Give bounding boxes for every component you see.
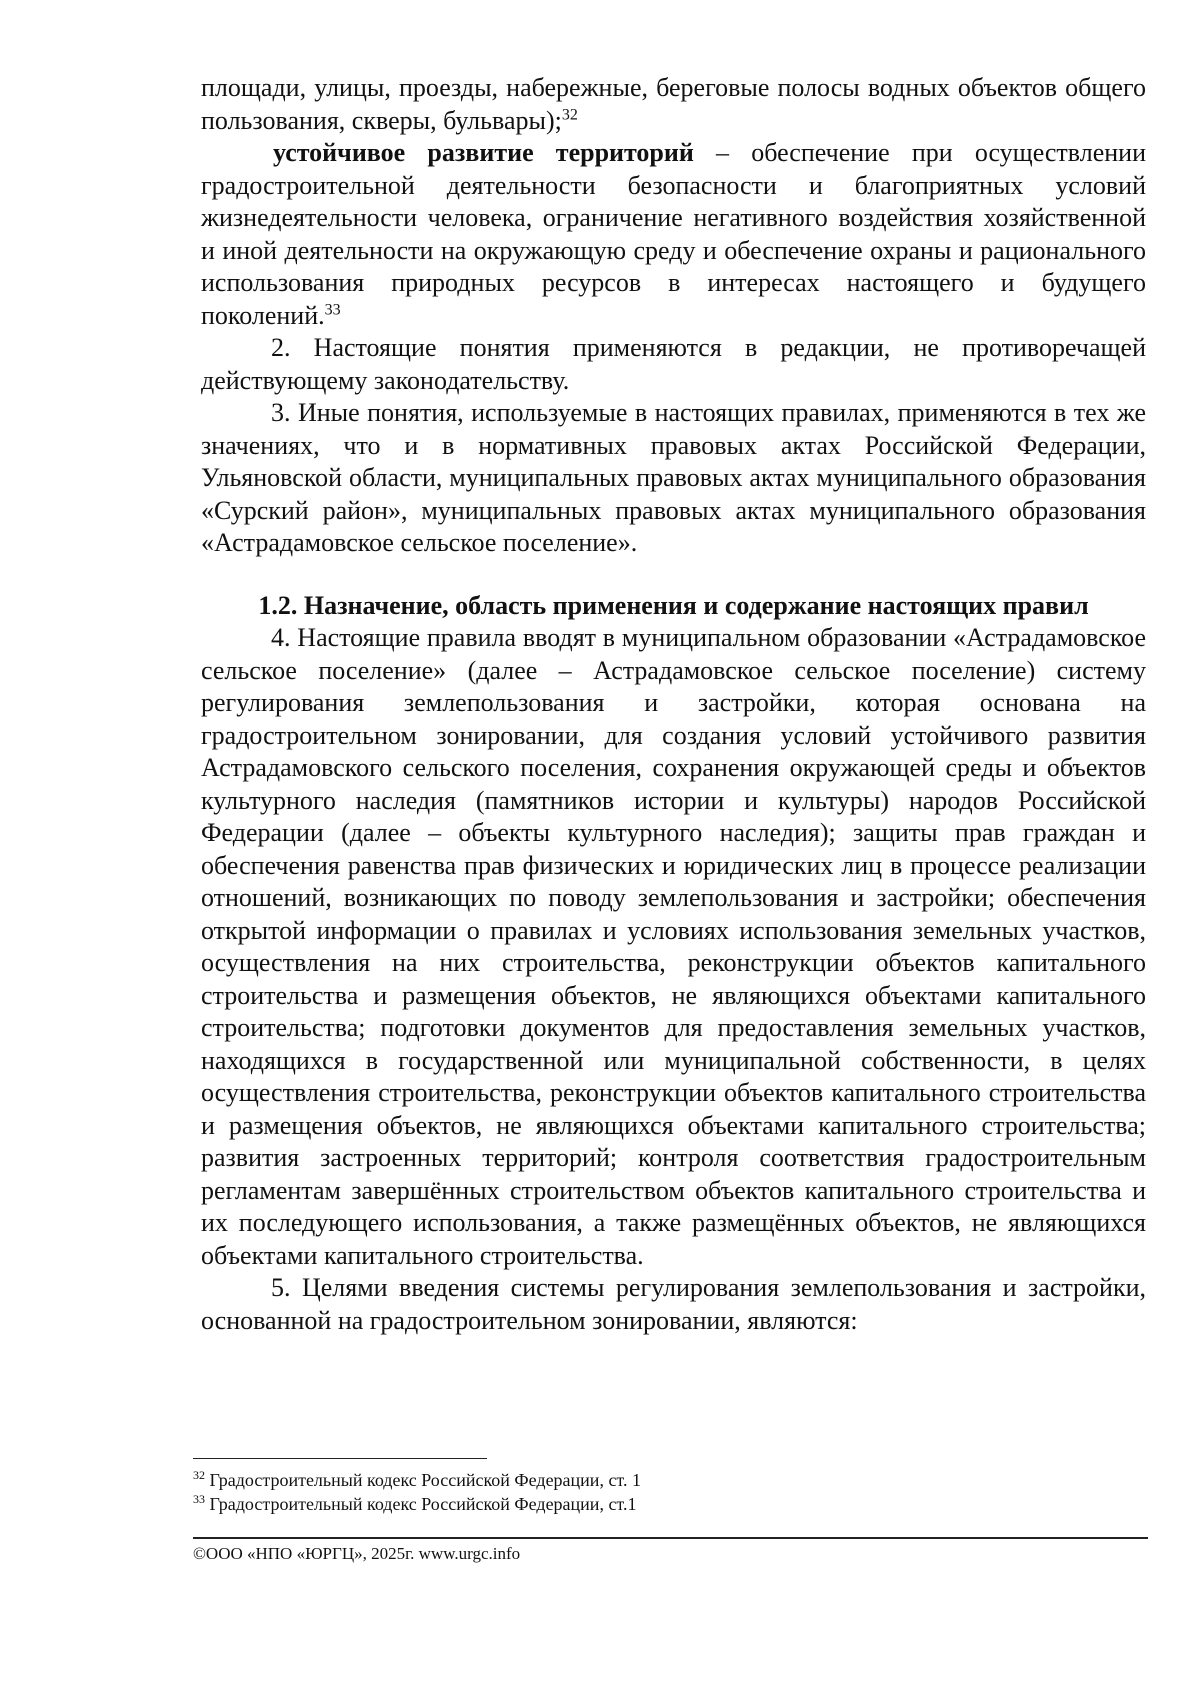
footnote-32: $^{32}$ Градостроительный кодекс Российской Федерации, ст. 1 xyxy=(193,1468,641,1490)
footnote-ref-32[interactable]: 32 xyxy=(561,105,578,123)
footnote-ref-33[interactable]: 33 xyxy=(324,300,341,318)
paragraph-2: 2. Настоящие понятия применяются в редакции, не противоречащей действующему законодательству. xyxy=(201,333,1146,395)
main-text xyxy=(201,72,1146,1337)
paragraph-5: 5. Целями введения системы регулирования землепользования и застройки, основанной на градостроительном зонировании, являются: xyxy=(201,1273,1146,1335)
footnote-33: $^{33}$ Градостроительный кодекс Российской Федерации, ст.1 xyxy=(193,1492,637,1514)
paragraph-4: 4. Настоящие правила вводят в муниципальном образовании «Астрадамовское сельское поселение» (далее – Астрадамовское сельское поселение) систему регулирования землепользования и застройки, которая основана на градостроительном зонировании, для создания условий устойчивого развития Астрадамовского сельского поселения, сохранения окружающей среды и объектов культурного наследия (памятников истории и культуры) народов Российской Федерации (далее – объекты культурного наследия); защиты прав граждан и обеспечения равенства прав физических и юридических лиц в процессе реализации отношений, возникающих по поводу землепользования и застройки; обеспечения открытой информации о правилах и условиях использования земельных участков, осуществления на них строительства, реконструкции объектов капитального строительства и размещения объектов, не являющихся объектами капитального строительства; подготовки документов для предоставления земельных участков, находящихся в государственной или муниципальной собственности, в целях осуществления строительства, реконструкции объектов капитального строительства и размещения объектов, не являющихся объектами капитального строительства; развития застроенных территорий; контроля соответствия градостроительным регламентам завершённых строительством объектов капитального строительства и их последующего использования, а также размещённых объектов, не являющихся объектами капитального строительства. xyxy=(201,623,1146,1270)
footnote-divider xyxy=(193,1458,487,1459)
footnotes xyxy=(193,1468,1133,1516)
paragraph-continued: площади, улицы, проезды, набережные, береговые полосы водных объектов общего пользования, скверы, бульвары);$^{32}$ xyxy=(201,73,1146,135)
definition-sustainable-development: устойчивое развитие территорий – обеспечение при осуществлении градостроительной деятельности безопасности и благоприятных условий жизнедеятельности человека, ограничение негативного воздействия хозяйственной и иной деятельности на окружающую среду и обеспечение охраны и рационального использования природных ресурсов в интересах настоящего и будущего поколений.$^{33}$ xyxy=(201,138,1146,330)
page-footer: ©ООО «НПО «ЮРГЦ», 2025г. www.urgc.info xyxy=(193,1544,521,1563)
section-heading: 1.2. Назначение, область применения и содержание настоящих правил xyxy=(258,590,1089,620)
paragraph-3: 3. Иные понятия, используемые в настоящих правилах, применяются в тех же значениях, что и в нормативных правовых актах Российской Федерации, Ульяновской области, муниципальных правовых актах муниципального образования «Сурский район», муниципальных правовых актах муниципального образования «Астрадамовское сельское поселение». xyxy=(201,398,1146,557)
defined-term: устойчивое развитие территорий xyxy=(273,138,694,167)
footer-divider xyxy=(193,1537,1148,1539)
